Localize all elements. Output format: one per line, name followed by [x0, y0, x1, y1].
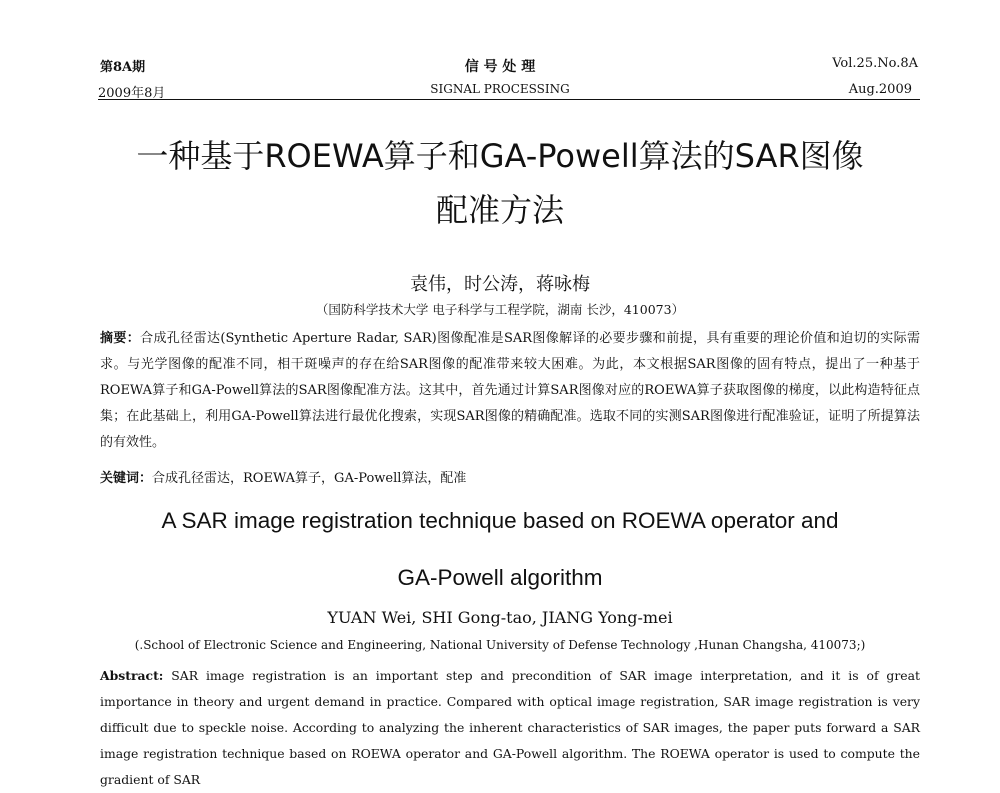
affiliation-en: (.School of Electronic Science and Engineering, National University of Defense Technology ,Hunan Changsha, 410073;): [134, 638, 866, 652]
journal-name-cn: 信 号 处 理: [464, 59, 536, 75]
abstract-en: [100, 663, 920, 793]
abstract-cn: [100, 326, 920, 456]
abstract-en-label: Abstract:: [100, 668, 164, 683]
keywords-cn-label: 关键词：: [100, 471, 153, 486]
issue-month-en: Aug.2009: [848, 82, 912, 97]
issue-date: 2009年8月: [98, 86, 166, 101]
keywords-cn: [100, 466, 920, 492]
abstract-cn-label: 摘要：: [100, 331, 141, 346]
title-en-line1: A SAR image registration technique based on ROEWA operator and: [161, 508, 839, 533]
volume-number: Vol.25.No.8A: [832, 56, 918, 71]
affiliation-cn: （国防科学技术大学 电子科学与工程学院，湖南 长沙，410073）: [315, 302, 685, 317]
journal-name-en: SIGNAL PROCESSING: [430, 82, 570, 96]
title-en-line2: GA-Powell algorithm: [397, 565, 603, 590]
header-rule: [98, 99, 920, 100]
title-cn-line1: 一种基于ROEWA算子和GA-Powell算法的SAR图像: [136, 137, 864, 175]
title-cn-line2: 配准方法: [435, 191, 564, 229]
issue-number: 第8A期: [100, 60, 146, 75]
abstract-en-text: SAR image registration is an important step and precondition of SAR image interpretation, and it is of great importance in theory and urgent demand in practice. Compared with optical image registration, SAR image registration is very difficult due to speckle noise. According to analyzing the inherent characteristics of SAR images, the paper puts forward a SAR image registration technique based on ROEWA operator and GA-Powell algorithm. The ROEWA operator is used to compute the gradient of SAR: [100, 668, 920, 787]
abstract-cn-text: 合成孔径雷达(Synthetic Aperture Radar, SAR)图像配准是SAR图像解译的必要步骤和前提，具有重要的理论价值和迫切的实际需求。与光学图像的配准不同，相干斑噪声的存在给SAR图像的配准带来较大困难。为此，本文根据SAR图像的固有特点，提出了一种基于ROEWA算子和GA-Powell算法的SAR图像配准方法。这其中，首先通过计算SAR图像对应的ROEWA算子获取图像的梯度，以此构造特征点集；在此基础上，利用GA-Powell算法进行最优化搜索，实现SAR图像的精确配准。选取不同的实测SAR图像进行配准验证，证明了所提算法的有效性。: [100, 331, 920, 450]
authors-en: YUAN Wei, SHI Gong-tao, JIANG Yong-mei: [327, 608, 673, 627]
keywords-cn-text: 合成孔径雷达，ROEWA算子，GA-Powell算法，配准: [152, 471, 467, 486]
authors-cn: 袁伟，时公涛，蒋咏梅: [410, 274, 590, 295]
